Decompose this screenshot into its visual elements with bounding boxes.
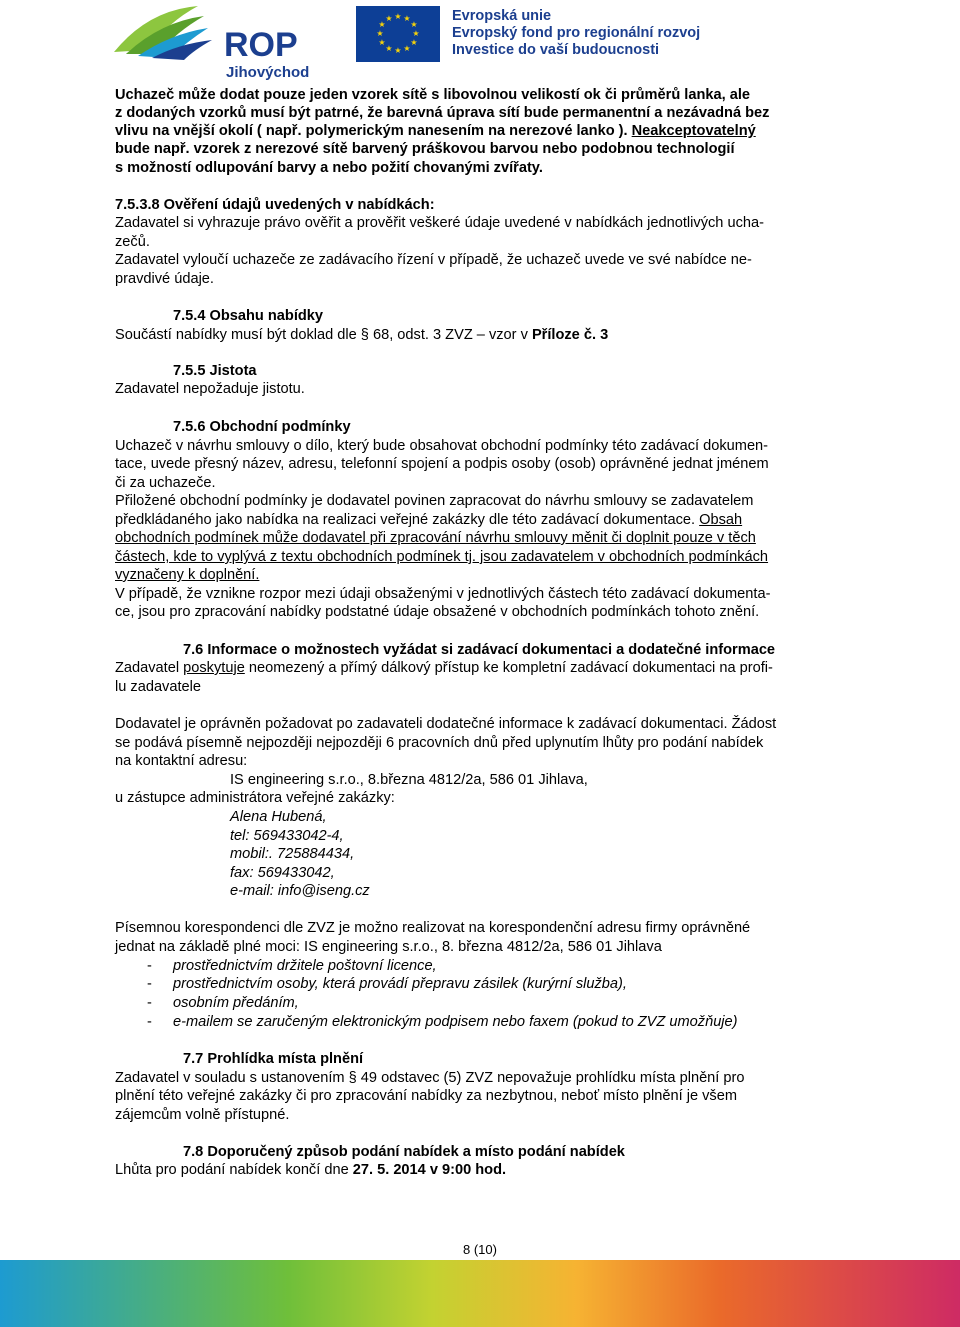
s756-underlined: Obsah bbox=[699, 512, 743, 528]
contact-email: e-mail: info@iseng.cz bbox=[230, 883, 370, 899]
contact-mobile: mobil:. 725884434, bbox=[230, 846, 355, 862]
list-bullet: - bbox=[147, 1014, 152, 1030]
s754-line bbox=[115, 326, 608, 344]
s756-line bbox=[115, 511, 742, 529]
s756-underlined-line: obchodních podmínek může dodavatel při zpracování návrhu smlouvy měnit či doplnit pouze v těch bbox=[115, 530, 756, 546]
s756-text: předkládaného jako nabídka na realizaci veřejné zakázky dle této zadávací dokumentace. bbox=[115, 512, 700, 528]
eu-funding-text bbox=[452, 8, 700, 59]
p1-line: Uchazeč může dodat pouze jeden vzorek sítě s libovolnou velikostí ok či průměrů lanka, ale bbox=[115, 87, 751, 103]
list-item: prostřednictvím držitele poštovní licence, bbox=[173, 958, 437, 974]
s76-line: u zástupce administrátora veřejné zakázky: bbox=[115, 790, 395, 806]
s756-underlined-line: částech, kde to vyplývá z textu obchodních podmínek tj. jsou zadavatelem v obchodních podmínkách bbox=[115, 549, 769, 565]
page-header bbox=[0, 0, 960, 82]
svg-text:★: ★ bbox=[403, 14, 411, 23]
contact-name: Alena Hubená, bbox=[230, 809, 327, 825]
s77-line: zájemcům volně přístupné. bbox=[115, 1107, 290, 1123]
list-bullet: - bbox=[147, 995, 152, 1011]
s756-line: tace, uvede přesný název, adresu, telefonní spojení a podpis osoby (osob) oprávněné jednat jménem bbox=[115, 456, 769, 472]
contact-fax: fax: 569433042, bbox=[230, 865, 335, 881]
s76-underlined: poskytuje bbox=[183, 660, 245, 676]
p1-line: s možností odlupování barvy a nebo požití chovanými zvířaty. bbox=[115, 160, 543, 176]
footer-color-bar bbox=[0, 1260, 960, 1327]
svg-text:★: ★ bbox=[410, 20, 418, 29]
eu-line-2: Evropský fond pro regionální rozvoj bbox=[452, 25, 701, 41]
s76-text: neomezený a přímý dálkový přístup ke kompletní zadávací dokumentaci na profi- bbox=[244, 660, 773, 676]
s756-line: ce, jsou pro zpracování nabídky podstatné údaje obsažené v obchodních podmínkách tohoto znění. bbox=[115, 604, 760, 620]
eu-line-3: Investice do vaší budoucnosti bbox=[452, 42, 660, 58]
s78-line bbox=[115, 1161, 506, 1179]
eu-line-1: Evropská unie bbox=[452, 8, 552, 24]
list-bullet: - bbox=[147, 976, 152, 992]
s77-line: plnění této veřejné zakázky či pro zpracování nabídky za nezbytnou, neboť místo plnění je všem bbox=[115, 1088, 738, 1104]
svg-text:★: ★ bbox=[403, 44, 411, 53]
s78-deadline: 27. 5. 2014 v 9:00 hod. bbox=[352, 1162, 507, 1178]
eu-flag-icon bbox=[356, 6, 440, 62]
section-heading-754: 7.5.4 Obsahu nabídky bbox=[173, 308, 324, 324]
rop-logo-text: ROP bbox=[224, 26, 298, 64]
section-heading-76: 7.6 Informace o možnostech vyžádat si zadávací dokumentaci a dodatečné informace bbox=[183, 642, 776, 658]
s76-line: Dodavatel je oprávněn požadovat po zadavateli dodatečné informace k zadávací dokumentaci. Žádost bbox=[115, 716, 777, 732]
s754-bold-ref: Příloze č. 3 bbox=[531, 327, 609, 343]
svg-text:★: ★ bbox=[378, 38, 386, 47]
s7538-line: Zadavatel vyloučí uchazeče ze zadávacího řízení v případě, že uchazeč uvede ve své nabídce ne- bbox=[115, 252, 752, 268]
s76-line: Písemnou korespondenci dle ZVZ je možno realizovat na korespondenční adresu firmy oprávněné bbox=[115, 920, 751, 936]
section-heading-77: 7.7 Prohlídka místa plnění bbox=[183, 1051, 364, 1067]
p1-line bbox=[115, 122, 756, 140]
s76-line: na kontaktní adresu: bbox=[115, 753, 248, 769]
p1-text: vlivu na vnější okolí ( např. polymerickým nanesením na nerezové lanko ). bbox=[115, 123, 632, 139]
p1-underlined: Neakceptovatelný bbox=[631, 123, 756, 139]
section-heading-7538: 7.5.3.8 Ověření údajů uvedených v nabídkách: bbox=[115, 197, 435, 213]
svg-text:★: ★ bbox=[394, 12, 402, 21]
list-item: osobním předáním, bbox=[173, 995, 299, 1011]
s756-line: Uchazeč v návrhu smlouvy o dílo, který bude obsahovat obchodní podmínky této zadávací dokumen- bbox=[115, 438, 769, 454]
s7538-line: pravdivé údaje. bbox=[115, 271, 214, 287]
rop-logo-subtext: Jihovýchod bbox=[226, 64, 310, 80]
contact-phone: tel: 569433042-4, bbox=[230, 828, 344, 844]
rop-jihovychod-logo bbox=[108, 2, 318, 80]
svg-text:★: ★ bbox=[385, 14, 393, 23]
svg-text:★: ★ bbox=[412, 29, 420, 38]
s756-line: Přiložené obchodní podmínky je dodavatel povinen zapracovat do návrhu smlouvy se zadavatelem bbox=[115, 493, 754, 509]
s76-line: jednat na základě plné moci: IS engineering s.r.o., 8. března 4812/2a, 586 01 Jihlava bbox=[115, 939, 662, 955]
svg-text:★: ★ bbox=[376, 29, 384, 38]
s754-text: Součástí nabídky musí být doklad dle § 68, odst. 3 ZVZ – vzor v bbox=[115, 327, 532, 343]
section-heading-756: 7.5.6 Obchodní podmínky bbox=[173, 419, 351, 435]
p1-line: bude např. vzorek z nerezové sítě barvený práškovou barvou nebo podobnou technologií bbox=[115, 141, 735, 157]
rop-leaf-graphic bbox=[114, 6, 212, 60]
svg-text:★: ★ bbox=[410, 38, 418, 47]
s78-text: Lhůta pro podání nabídek končí dne bbox=[115, 1162, 353, 1178]
page-number: 8 (10) bbox=[463, 1242, 497, 1257]
s755-line: Zadavatel nepožaduje jistotu. bbox=[115, 381, 305, 397]
contact-address: IS engineering s.r.o., 8.března 4812/2a, 586 01 Jihlava, bbox=[230, 772, 588, 788]
svg-text:★: ★ bbox=[394, 46, 402, 55]
s76-line bbox=[115, 659, 773, 677]
s756-underlined-line: vyznačeny k doplnění. bbox=[115, 567, 260, 583]
section-heading-78: 7.8 Doporučený způsob podání nabídek a místo podání nabídek bbox=[183, 1144, 625, 1160]
p1-line: z dodaných vzorků musí být patrné, že barevná úprava sítí bude permanentní a nezávadná bez bbox=[115, 105, 770, 121]
s7538-line: zečů. bbox=[115, 234, 150, 250]
svg-text:★: ★ bbox=[385, 44, 393, 53]
s76-text: Zadavatel bbox=[115, 660, 184, 676]
s7538-line: Zadavatel si vyhrazuje právo ověřit a prověřit veškeré údaje uvedené v nabídkách jednotlivých ucha- bbox=[115, 215, 764, 231]
s76-line: se podává písemně nejpozději nejpozději 6 pracovních dnů před uplynutím lhůty pro podání nabídek bbox=[115, 735, 764, 751]
svg-text:★: ★ bbox=[378, 20, 386, 29]
s756-line: či za uchazeče. bbox=[115, 475, 216, 491]
s76-line: lu zadavatele bbox=[115, 679, 202, 695]
list-item: e-mailem se zaručeným elektronickým podpisem nebo faxem (pokud to ZVZ umožňuje) bbox=[173, 1014, 738, 1030]
section-heading-755: 7.5.5 Jistota bbox=[173, 363, 257, 379]
list-item: prostřednictvím osoby, která provádí přepravu zásilek (kurýrní služba), bbox=[173, 976, 627, 992]
s77-line: Zadavatel v souladu s ustanovením § 49 odstavec (5) ZVZ nepovažuje prohlídku místa plnění pro bbox=[115, 1070, 745, 1086]
s756-line: V případě, že vznikne rozpor mezi údaji obsaženými v jednotlivých částech této zadávací dokumenta- bbox=[115, 586, 771, 602]
list-bullet: - bbox=[147, 958, 152, 974]
